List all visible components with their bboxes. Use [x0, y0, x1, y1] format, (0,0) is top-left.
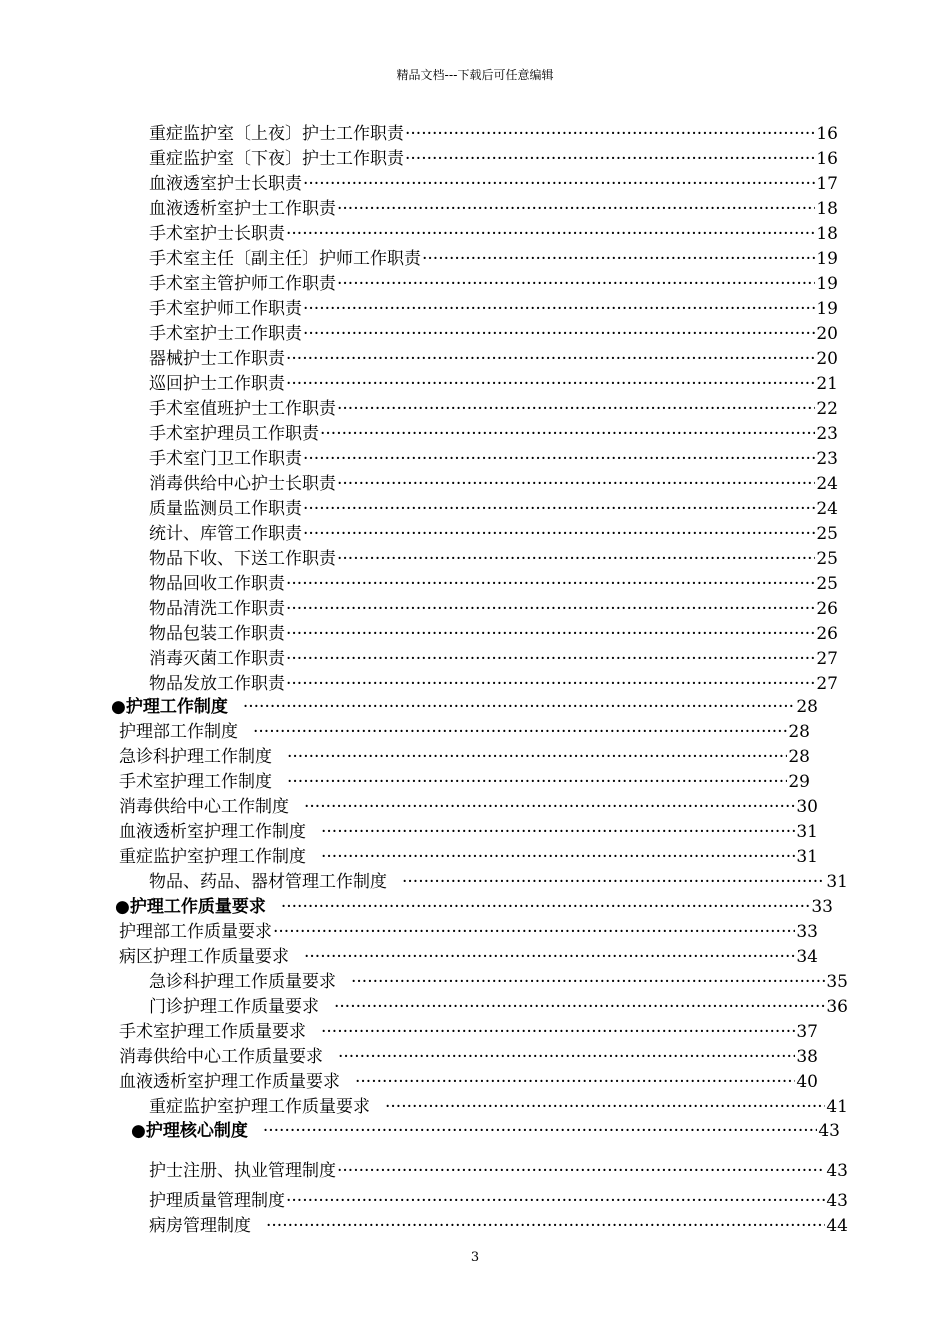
toc-entry[interactable]: [149, 870, 848, 894]
toc-entry[interactable]: [119, 795, 818, 819]
toc-leader-dots: [303, 447, 815, 471]
toc-entry-page: 24: [816, 474, 838, 494]
toc-entry[interactable]: [149, 272, 838, 296]
toc-leader-dots: [273, 920, 795, 944]
toc-entry-page: 33: [796, 922, 818, 942]
toc-entry-page: 34: [796, 947, 818, 967]
toc-leader-dots: [281, 895, 811, 919]
toc-entry-title: 护理质量管理制度: [149, 1191, 285, 1211]
toc-leader-dots: [287, 770, 787, 794]
toc-entry[interactable]: [119, 920, 818, 944]
toc-entry[interactable]: [119, 1020, 818, 1044]
toc-leader-dots: [337, 197, 815, 221]
toc-entry-page: 28: [788, 722, 810, 742]
toc-entry-page: 25: [816, 549, 838, 569]
toc-entry-title: 器械护士工作职责: [149, 349, 285, 369]
toc-leader-dots: [337, 397, 815, 421]
toc-entry-title: 消毒灭菌工作职责: [149, 649, 285, 669]
toc-entry-title: ●护理核心制度: [131, 1121, 248, 1141]
toc-leader-dots: [321, 820, 795, 844]
toc-entry[interactable]: [149, 1189, 848, 1213]
toc-entry-page: 16: [816, 124, 838, 144]
toc-entry-title: ●护理工作质量要求: [115, 897, 266, 917]
toc-leader-dots: [303, 522, 815, 546]
page-header: 精品文档---下载后可任意编辑: [396, 68, 554, 82]
toc-entry-title: 护理部工作质量要求: [119, 922, 272, 942]
toc-leader-dots: [405, 122, 815, 146]
toc-entry[interactable]: [149, 547, 838, 571]
toc-entry-title: 血液透析室护理工作质量要求: [119, 1072, 340, 1092]
toc-entry[interactable]: [119, 845, 818, 869]
toc-entry-title: 消毒供给中心工作质量要求: [119, 1047, 323, 1067]
toc-entry-page: 41: [826, 1097, 848, 1117]
toc-leader-dots: [243, 695, 796, 719]
toc-entry[interactable]: [149, 222, 838, 246]
toc-entry-title: 手术室护理工作质量要求: [119, 1022, 306, 1042]
toc-entry-page: 33: [811, 897, 833, 917]
toc-leader-dots: [303, 172, 815, 196]
toc-leader-dots: [286, 372, 815, 396]
toc-entry-title: 病区护理工作质量要求: [119, 947, 289, 967]
toc-entry[interactable]: [149, 297, 838, 321]
toc-entry-page: 31: [826, 872, 848, 892]
toc-leader-dots: [286, 572, 815, 596]
toc-entry-title: 质量监测员工作职责: [149, 499, 302, 519]
toc-entry-title: 血液透室护士长职责: [149, 174, 302, 194]
toc-entry-title: 手术室主任〔副主任〕护师工作职责: [149, 249, 421, 269]
toc-leader-dots: [321, 845, 795, 869]
toc-entry-title: 重症监护室〔上夜〕护士工作职责: [149, 124, 404, 144]
toc-leader-dots: [303, 322, 815, 346]
toc-entry-page: 28: [796, 697, 818, 717]
toc-entry-page: 40: [796, 1072, 818, 1092]
toc-entry[interactable]: [119, 720, 810, 744]
toc-entry[interactable]: [149, 597, 838, 621]
toc-entry-title: 重症监护室〔下夜〕护士工作职责: [149, 149, 404, 169]
toc-entry[interactable]: [119, 945, 818, 969]
toc-entry[interactable]: [131, 1119, 840, 1143]
toc-leader-dots: [334, 995, 825, 1019]
toc-entry-page: 25: [816, 574, 838, 594]
toc-entry[interactable]: [149, 122, 838, 146]
toc-entry-page: 26: [816, 624, 838, 644]
toc-entry[interactable]: [149, 447, 838, 471]
toc-leader-dots: [263, 1119, 818, 1143]
toc-entry-page: 19: [816, 249, 838, 269]
toc-entry[interactable]: [119, 820, 818, 844]
toc-leader-dots: [286, 597, 815, 621]
toc-entry-title: 物品包装工作职责: [149, 624, 285, 644]
toc-entry-page: 43: [826, 1191, 848, 1211]
toc-entry[interactable]: [149, 397, 838, 421]
toc-leader-dots: [337, 272, 815, 296]
toc-entry[interactable]: [111, 695, 818, 719]
toc-entry-page: 19: [816, 299, 838, 319]
toc-leader-dots: [385, 1095, 825, 1119]
toc-entry[interactable]: [149, 147, 838, 171]
toc-entry[interactable]: [149, 1095, 848, 1119]
toc-leader-dots: [266, 1214, 825, 1238]
toc-entry-page: 30: [796, 797, 818, 817]
toc-entry-title: 消毒供给中心护士长职责: [149, 474, 336, 494]
toc-entry-title: 手术室护士工作职责: [149, 324, 302, 344]
toc-entry-page: 43: [826, 1161, 848, 1181]
toc-entry-title: 护理部工作制度: [119, 722, 238, 742]
toc-entry-page: 17: [816, 174, 838, 194]
toc-entry-title: 物品下收、下送工作职责: [149, 549, 336, 569]
toc-entry-page: 19: [816, 274, 838, 294]
toc-entry[interactable]: [149, 322, 838, 346]
toc-entry-title: 统计、库管工作职责: [149, 524, 302, 544]
toc-entry-title: 巡回护士工作职责: [149, 374, 285, 394]
toc-entry-page: 28: [788, 747, 810, 767]
toc-entry-title: 护士注册、执业管理制度: [149, 1161, 336, 1181]
toc-entry-page: 36: [826, 997, 848, 1017]
toc-leader-dots: [287, 745, 787, 769]
toc-leader-dots: [422, 247, 815, 271]
toc-entry-title: 手术室值班护士工作职责: [149, 399, 336, 419]
toc-entry-page: 20: [816, 349, 838, 369]
toc-leader-dots: [286, 347, 815, 371]
toc-entry[interactable]: [149, 1159, 848, 1183]
toc-entry-page: 31: [796, 822, 818, 842]
toc-entry-title: 手术室门卫工作职责: [149, 449, 302, 469]
toc-entry[interactable]: [149, 672, 838, 696]
toc-leader-dots: [337, 547, 815, 571]
toc-leader-dots: [286, 222, 815, 246]
toc-leader-dots: [303, 297, 815, 321]
toc-leader-dots: [402, 870, 825, 894]
toc-entry-title: 手术室护理员工作职责: [149, 424, 319, 444]
toc-entry-title: 重症监护室护理工作制度: [119, 847, 306, 867]
toc-entry-page: 29: [788, 772, 810, 792]
toc-entry[interactable]: [149, 647, 838, 671]
toc-entry[interactable]: [149, 970, 848, 994]
toc-entry-title: 血液透析室护理工作制度: [119, 822, 306, 842]
toc-entry-title: 重症监护室护理工作质量要求: [149, 1097, 370, 1117]
toc-leader-dots: [286, 1189, 825, 1213]
toc-entry-page: 22: [816, 399, 838, 419]
toc-leader-dots: [355, 1070, 795, 1094]
toc-entry-page: 23: [816, 449, 838, 469]
toc-entry[interactable]: [149, 422, 838, 446]
toc-entry-title: 手术室主管护师工作职责: [149, 274, 336, 294]
toc-entry-page: 24: [816, 499, 838, 519]
toc-entry[interactable]: [115, 895, 833, 919]
toc-entry-page: 23: [816, 424, 838, 444]
toc-entry-title: 物品清洗工作职责: [149, 599, 285, 619]
toc-entry-title: 物品、药品、器材管理工作制度: [149, 872, 387, 892]
toc-entry-page: 16: [816, 149, 838, 169]
toc-leader-dots: [320, 422, 815, 446]
toc-entry-page: 44: [826, 1216, 848, 1236]
toc-entry-title: 物品发放工作职责: [149, 674, 285, 694]
toc-entry-page: 18: [816, 199, 838, 219]
toc-entry-page: 27: [816, 674, 838, 694]
toc-entry[interactable]: [149, 472, 838, 496]
toc-entry-page: 20: [816, 324, 838, 344]
toc-entry[interactable]: [149, 622, 838, 646]
toc-leader-dots: [286, 647, 815, 671]
toc-entry-page: 26: [816, 599, 838, 619]
toc-entry-page: 43: [818, 1121, 840, 1141]
toc-entry-page: 27: [816, 649, 838, 669]
toc-leader-dots: [337, 1159, 825, 1183]
toc-entry-title: 手术室护师工作职责: [149, 299, 302, 319]
toc-entry[interactable]: [149, 522, 838, 546]
toc-entry[interactable]: [149, 347, 838, 371]
toc-entry-title: 血液透析室护士工作职责: [149, 199, 336, 219]
toc-entry[interactable]: [149, 572, 838, 596]
toc-leader-dots: [286, 672, 815, 696]
toc-entry[interactable]: [119, 1045, 818, 1069]
toc-entry-page: 31: [796, 847, 818, 867]
toc-leader-dots: [405, 147, 815, 171]
toc-entry-title: 急诊科护理工作制度: [119, 747, 272, 767]
toc-leader-dots: [253, 720, 787, 744]
toc-entry-page: 37: [796, 1022, 818, 1042]
toc-entry-page: 35: [826, 972, 848, 992]
toc-entry[interactable]: [149, 995, 848, 1019]
toc-entry[interactable]: [149, 1214, 848, 1238]
toc-entry[interactable]: [149, 197, 838, 221]
toc-entry[interactable]: [149, 497, 838, 521]
toc-leader-dots: [286, 622, 815, 646]
toc-leader-dots: [338, 1045, 795, 1069]
toc-entry-page: 18: [816, 224, 838, 244]
toc-entry[interactable]: [119, 745, 810, 769]
toc-entry-title: 物品回收工作职责: [149, 574, 285, 594]
toc-leader-dots: [337, 472, 815, 496]
toc-entry-page: 38: [796, 1047, 818, 1067]
toc-entry[interactable]: [119, 770, 810, 794]
toc-entry-title: 急诊科护理工作质量要求: [149, 972, 336, 992]
toc-entry-title: 病房管理制度: [149, 1216, 251, 1236]
toc-entry-title: 消毒供给中心工作制度: [119, 797, 289, 817]
toc-entry[interactable]: [119, 1070, 818, 1094]
toc-entry-title: 门诊护理工作质量要求: [149, 997, 319, 1017]
toc-entry-page: 21: [816, 374, 838, 394]
page-number: 3: [470, 1250, 480, 1265]
toc-entry[interactable]: [149, 172, 838, 196]
toc-entry-page: 25: [816, 524, 838, 544]
toc-leader-dots: [304, 795, 795, 819]
toc-entry[interactable]: [149, 372, 838, 396]
toc-leader-dots: [303, 497, 815, 521]
toc-entry[interactable]: [149, 247, 838, 271]
toc-leader-dots: [321, 1020, 795, 1044]
toc-entry-title: 手术室护士长职责: [149, 224, 285, 244]
toc-entry-title: ●护理工作制度: [111, 697, 228, 717]
toc-leader-dots: [304, 945, 795, 969]
toc-entry-title: 手术室护理工作制度: [119, 772, 272, 792]
toc-leader-dots: [351, 970, 825, 994]
